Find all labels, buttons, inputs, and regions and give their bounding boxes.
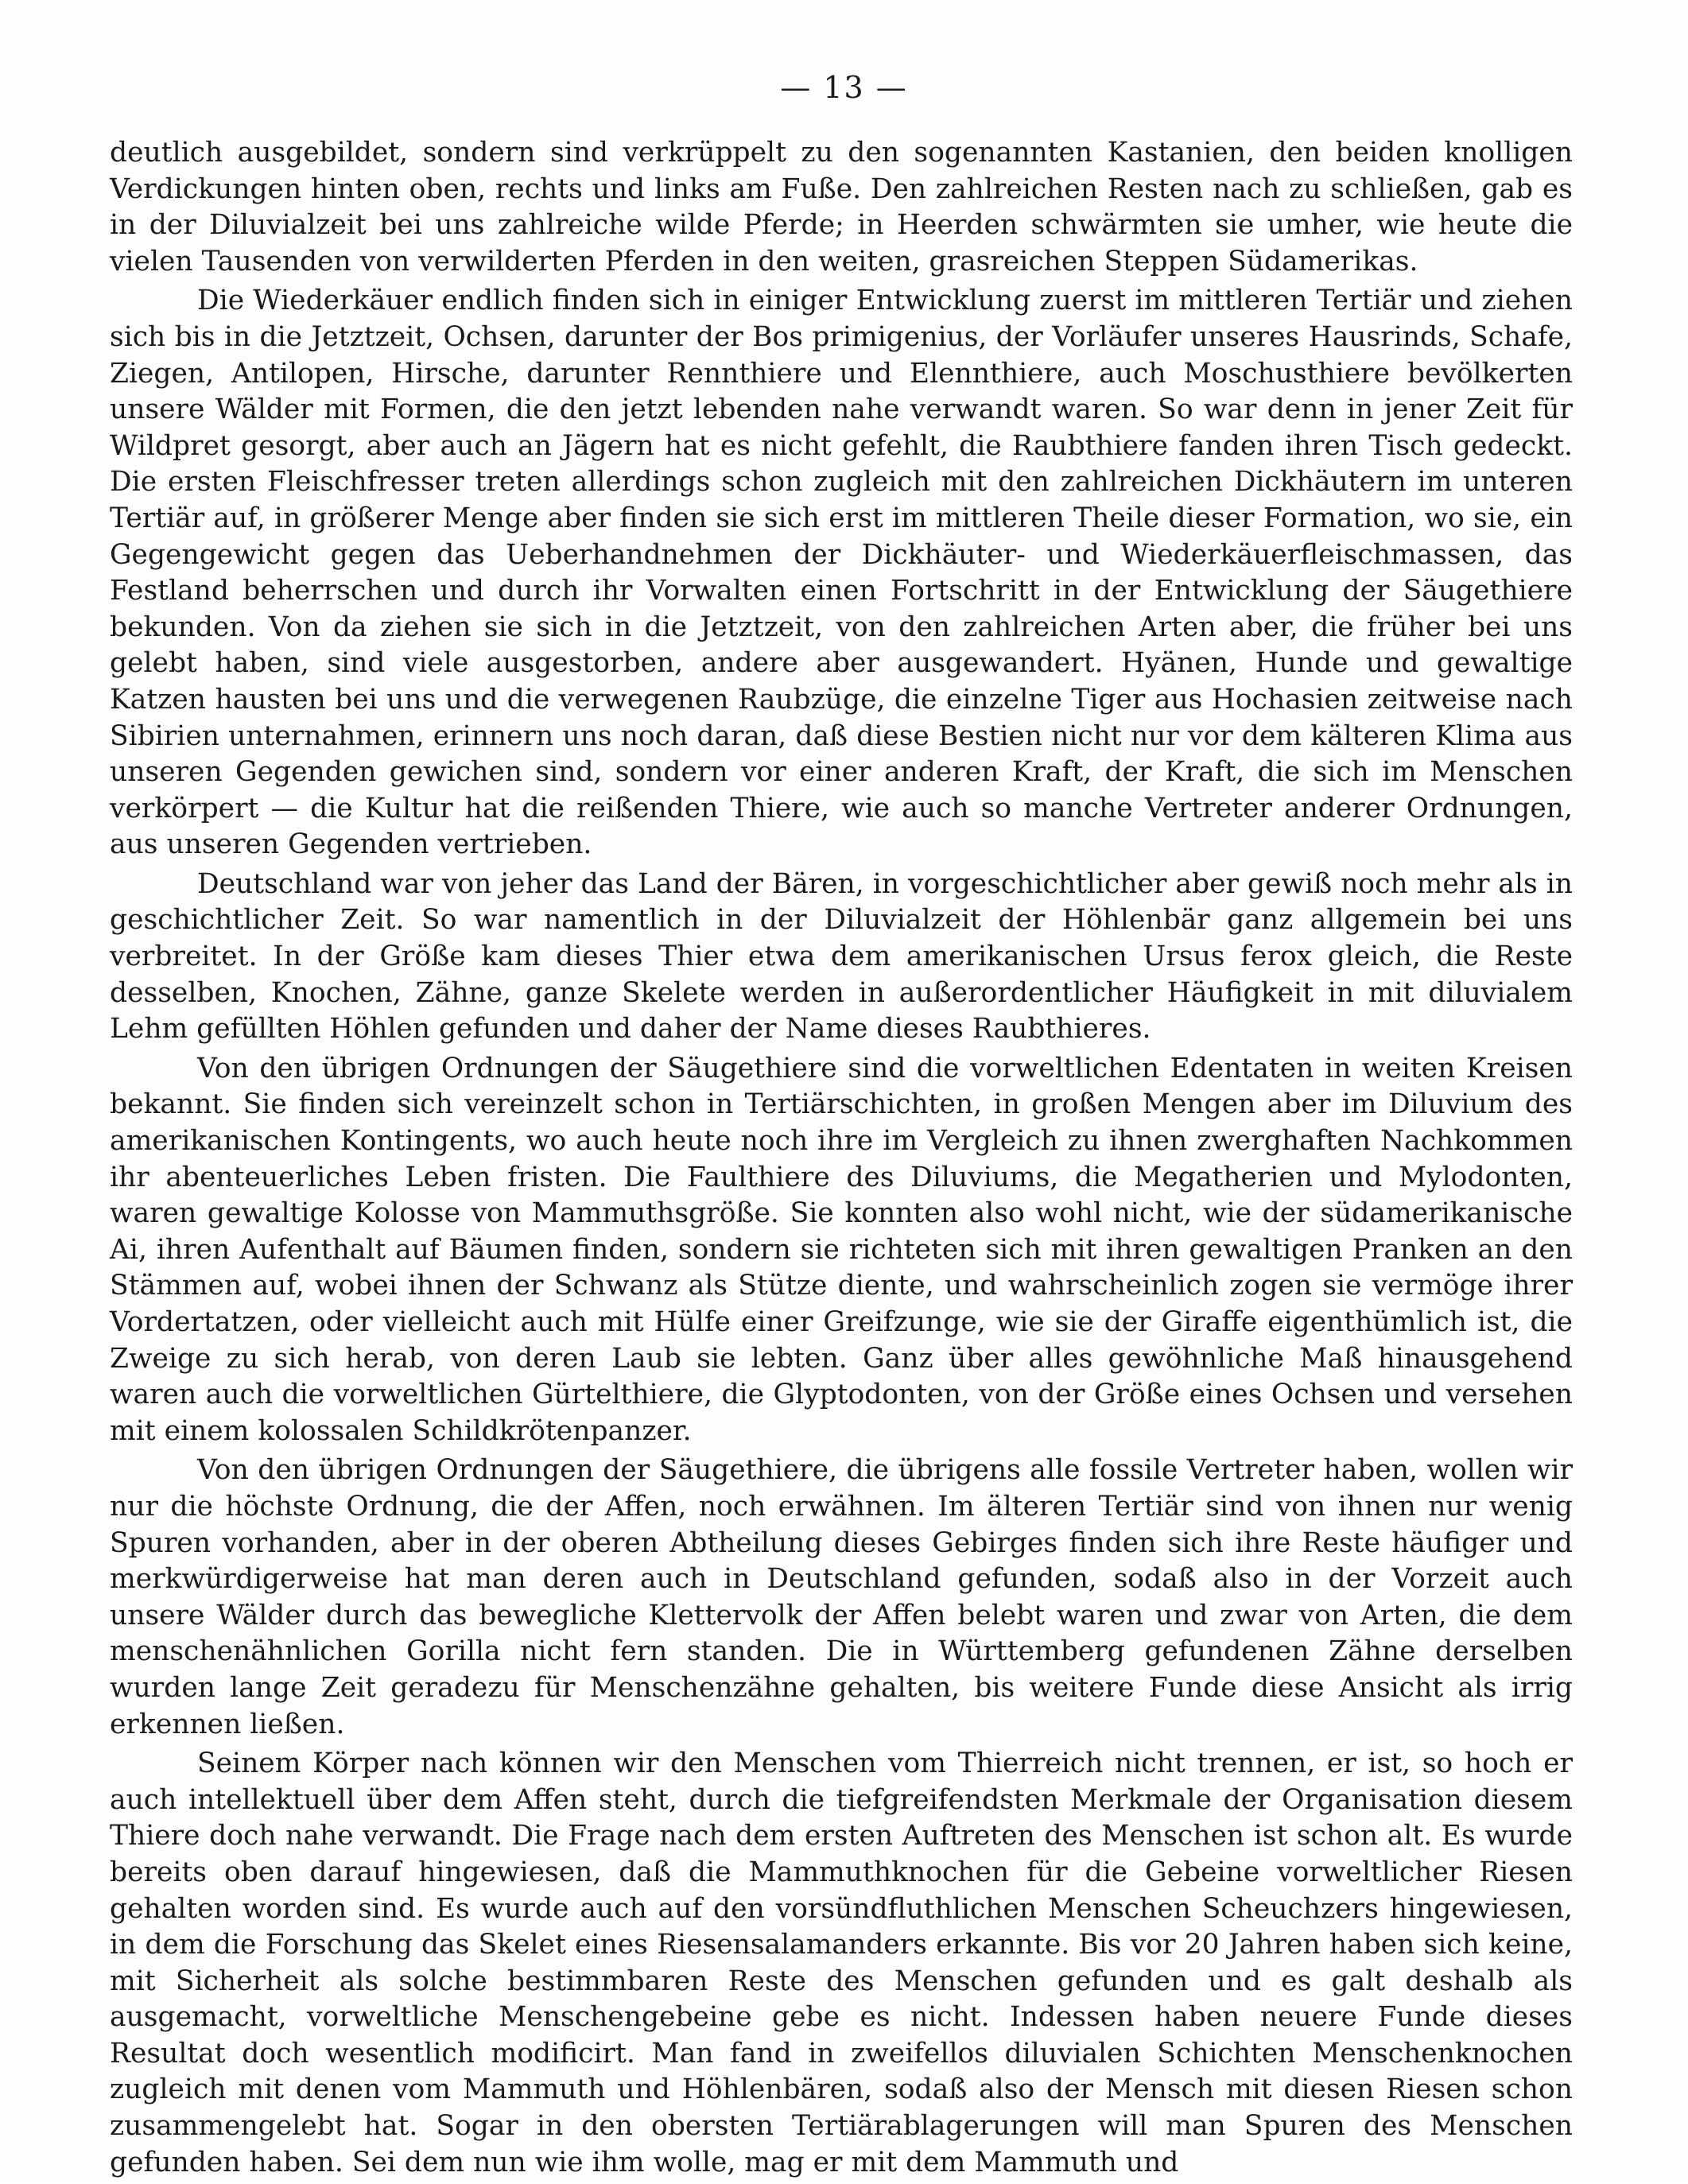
paragraph-edentates: Von den übrigen Ordnungen der Säugethiere sind die vorweltlichen Edentaten in weiten Kreisen bekannt. Sie finden sich vereinzelt schon in Tertiärschichten, in großen Mengen aber im Diluvium des amerikanischen Kontingents, wo auch heute noch ihre im Vergleich zu ihnen zwerghaften Nachkommen ihr abenteuerliches Leben fristen. Die Faulthiere des Diluviums, die Megatherien und Mylodonten, waren gewaltige Kolosse von Mammuthsgröße. Sie konnten also wohl nicht, wie der südamerikanische Ai, ihren Aufenthalt auf Bäumen finden, sondern sie richteten sich mit ihren gewaltigen Pranken an den Stämmen auf, wobei ihnen der Schwanz als Stütze diente, und wahrscheinlich zogen sie vermöge ihrer Vordertatzen, oder vielleicht auch mit Hülfe einer Greifzunge, wie sie der Giraffe eigenthümlich ist, die Zweige zu sich herab, von deren Laub sie lebten. Ganz über alles gewöhnliche Maß hinausgehend waren auch die vorweltlichen Gürtelthiere, die Glyptodonten, von der Größe eines Ochsen und versehen mit einem kolossalen Schildkrötenpanzer. xyxy=(110,1052,1573,1447)
paragraph-apes: Von den übrigen Ordnungen der Säugethiere, die übrigens alle fossile Vertreter haben, wollen wir nur die höchste Ordnung, die der Affen, noch erwähnen. Im älteren Tertiär sind von ihnen nur wenig Spuren vorhanden, aber in der oberen Abtheilung dieses Gebirges finden sich ihre Reste häufiger und merkwürdigerweise hat man deren auch in Deutschland gefunden, sodaß also in der Vorzeit auch unsere Wälder durch das bewegliche Klettervolk der Affen belebt waren und zwar von Arten, die dem menschenähnlichen Gorilla nicht fern standen. Die in Württemberg gefundenen Zähne derselben wurden lange Zeit geradezu für Menschenzähne gehalten, bis weitere Funde diese Ansicht als irrig erkennen ließen. xyxy=(110,1454,1573,1740)
paragraph-ruminants: Die Wiederkäuer endlich finden sich in einiger Entwicklung zuerst im mittleren Tertiär und ziehen sich bis in die Jetztzeit, Ochsen, darunter der Bos primigenius, der Vorläufer unseres Hausrinds, Schafe, Ziegen, Antilopen, Hirsche, darunter Rennthiere und Elennthiere, auch Moschusthiere bevölkerten unsere Wälder mit Formen, die den jetzt lebenden nahe verwandt waren. So war denn in jener Zeit für Wildpret gesorgt, aber auch an Jägern hat es nicht gefehlt, die Raubthiere fanden ihren Tisch gedeckt. Die ersten Fleischfresser treten allerdings schon zugleich mit den zahlreichen Dickhäutern im unteren Tertiär auf, in größerer Menge aber finden sie sich erst im mittleren Theile dieser Formation, wo sie, ein Gegengewicht gegen das Ueberhandnehmen der Dickhäuter- und Wiederkäuerfleischmassen, das Festland beherrschen und durch ihr Vorwalten einen Fortschritt in der Entwicklung der Säugethiere bekunden. Von da ziehen sie sich in die Jetztzeit, von den zahlreichen Arten aber, die früher bei uns gelebt haben, sind viele ausgestorben, andere aber ausgewandert. Hyänen, Hunde und gewaltige Katzen hausten bei uns und die verwegenen Raubzüge, die einzelne Tiger aus Hochasien zeitweise nach Sibirien unternahmen, erinnern uns noch daran, daß diese Bestien nicht nur vor dem kälteren Klima aus unseren Gegenden gewichen sind, sondern vor einer anderen Kraft, der Kraft, die sich im Menschen verkörpert — die Kultur hat die reißenden Thiere, wie auch so manche Vertreter anderer Ordnungen, aus unseren Gegenden vertrieben. xyxy=(110,285,1573,861)
paragraph-bears: Deutschland war von jeher das Land der Bären, in vorgeschichtlicher aber gewiß noch mehr als in geschichtlicher Zeit. So war namentlich in der Diluvialzeit der Höhlenbär ganz allgemein bei uns verbreitet. In der Größe kam dieses Thier etwa dem amerikanischen Ursus ferox gleich, die Reste desselben, Knochen, Zähne, ganze Skelete werden in außerordentlicher Häufigkeit in mit diluvialem Lehm gefüllten Höhlen gefunden und daher der Name dieses Raubthieres. xyxy=(110,867,1573,1045)
paragraph-horses: deutlich ausgebildet, sondern sind verkrüppelt zu den sogenannten Kastanien, den beiden knolligen Verdickungen hinten oben, rechts und links am Fuße. Den zahlreichen Resten nach zu schließen, gab es in der Diluvialzeit bei uns zahlreiche wilde Pferde; in Heerden schwärmten sie umher, wie heute die vielen Tausenden von verwilderten Pferden in den weiten, grasreichen Steppen Südamerikas. xyxy=(110,137,1573,277)
body-text xyxy=(110,135,1573,2184)
paragraph-humans: Seinem Körper nach können wir den Menschen vom Thierreich nicht trennen, er ist, so hoch er auch intellektuell über dem Affen steht, durch die tiefgreifendsten Merkmale der Organisation diesem Thiere doch nahe verwandt. Die Frage nach dem ersten Auftreten des Menschen ist schon alt. Es wurde bereits oben darauf hingewiesen, daß die Mammuthknochen für die Gebeine vorweltlicher Riesen gehalten worden sind. Es wurde auch auf den vorsündfluthlichen Menschen Scheuchzers hingewiesen, in dem die Forschung das Skelet eines Riesensalamanders erkannte. Bis vor 20 Jahren haben sich keine, mit Sicherheit als solche bestimmbaren Reste des Menschen gefunden und es galt deshalb als ausgemacht, vorweltliche Menschengebeine gebe es nicht. Indessen haben neuere Funde dieses Resultat doch wesentlich modificirt. Man fand in zweifellos diluvialen Schichten Menschenknochen zugleich mit denen vom Mammuth und Höhlenbären, sodaß also der Mensch mit diesen Riesen schon zusammengelebt hat. Sogar in den obersten Tertiärablagerungen will man Spuren des Menschen gefunden haben. Sei dem nun wie ihm wolle, mag er mit dem Mammuth und xyxy=(110,1748,1573,2178)
page-number: — 13 — xyxy=(780,70,908,105)
